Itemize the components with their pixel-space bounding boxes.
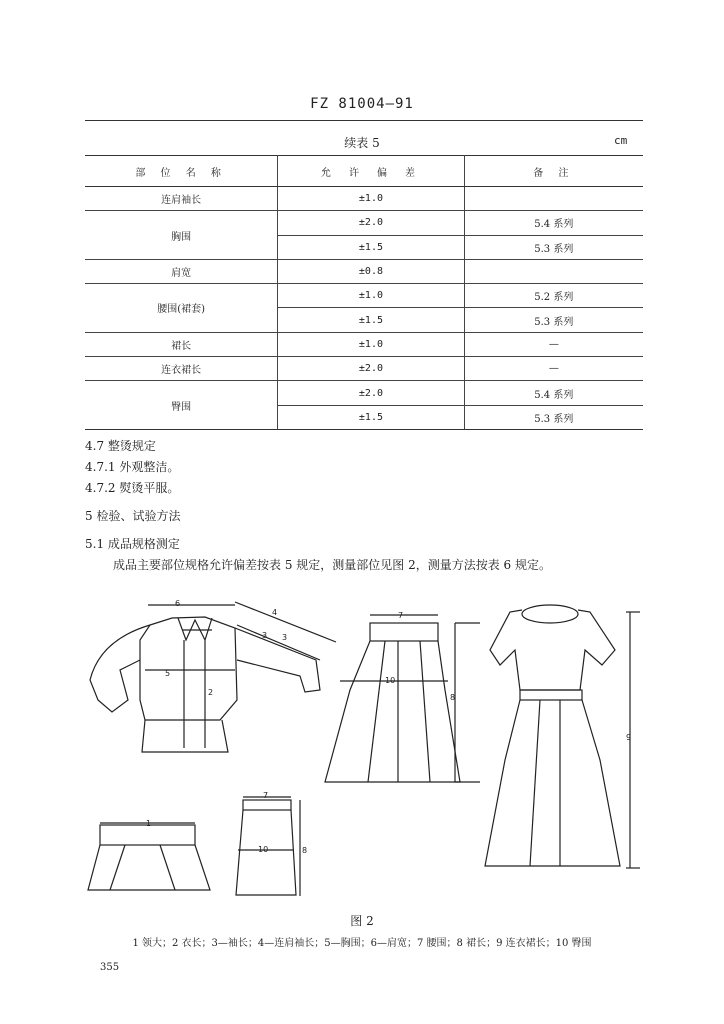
dimension-label-4: 4 — [272, 608, 278, 617]
tolerance-cell: ±1.5 — [278, 405, 464, 429]
part-cell: 裙长 — [85, 332, 278, 356]
figure-caption: 图 2 — [350, 914, 374, 928]
blouse-drawing — [90, 602, 336, 752]
dimension-label-9: 9 — [626, 733, 632, 742]
part-cell: 腰围(裙套) — [85, 284, 278, 333]
section-4-7-1: 4.7.1 外观整洁。 — [85, 460, 180, 474]
figure-legend: 1 领大；2 衣长；3—袖长；4—连肩袖长；5—胸围；6—肩宽；7 腰围；8 裙长；9 连衣裙长；10 臀围 — [132, 938, 592, 949]
section-5-1-paragraph: 成品主要部位规格允许偏差按表 5 规定，测量部位见图 2，测量方法按表 6 规定。 — [113, 558, 551, 572]
column-header-note: 备 注 — [464, 156, 643, 187]
part-cell: 肩宽 — [85, 259, 278, 283]
part-cell: 臀围 — [85, 381, 278, 430]
tolerance-cell: ±1.0 — [278, 284, 464, 308]
note-cell: 5.4 系列 — [464, 211, 643, 235]
tolerance-cell: ±0.8 — [278, 259, 464, 283]
tolerance-cell: ±1.5 — [278, 308, 464, 332]
table-caption: 续表 5 — [344, 136, 380, 150]
note-cell: 5.2 系列 — [464, 284, 643, 308]
dimension-label-6: 6 — [175, 599, 181, 608]
skirt-drawing — [325, 615, 480, 782]
dimension-label-5: 5 — [165, 669, 171, 678]
dimension-label-3b: 3 — [282, 633, 288, 642]
note-cell: 5.4 系列 — [464, 381, 643, 405]
dimension-label-10b: 10 — [258, 845, 269, 854]
note-cell: — — [464, 332, 643, 356]
waistband-detail-drawing — [88, 823, 210, 890]
tolerance-cell: ±2.0 — [278, 357, 464, 381]
note-cell: — — [464, 357, 643, 381]
part-cell: 胸围 — [85, 211, 278, 260]
page-number: 355 — [100, 962, 120, 973]
tolerance-cell: ±2.0 — [278, 381, 464, 405]
dress-drawing — [485, 605, 640, 868]
dimension-label-3: 3 — [262, 631, 268, 640]
dimension-label-10: 10 — [385, 676, 396, 685]
column-header-tolerance: 允 许 偏 差 — [278, 156, 464, 187]
note-cell: 5.3 系列 — [464, 235, 643, 259]
dimension-label-8b: 8 — [302, 846, 308, 855]
section-5-1: 5.1 成品规格测定 — [85, 537, 180, 551]
part-cell: 连衣裙长 — [85, 357, 278, 381]
table-unit: cm — [614, 134, 628, 147]
note-cell: 5.3 系列 — [464, 405, 643, 429]
column-header-part: 部 位 名 称 — [85, 156, 278, 187]
dimension-label-8: 8 — [450, 693, 456, 702]
note-cell: 5.3 系列 — [464, 308, 643, 332]
part-cell: 连肩袖长 — [85, 187, 278, 211]
dimension-label-1: 1 — [146, 819, 152, 828]
tolerance-cell: ±1.5 — [278, 235, 464, 259]
tolerance-cell: ±1.0 — [278, 187, 464, 211]
section-5: 5 检验、试验方法 — [85, 509, 181, 523]
tolerance-cell: ±1.0 — [278, 332, 464, 356]
tolerance-cell: ±2.0 — [278, 211, 464, 235]
section-4-7: 4.7 整烫规定 — [85, 439, 156, 453]
dimension-label-7b: 7 — [263, 791, 269, 800]
document-header: FZ 81004—91 — [310, 96, 414, 112]
section-4-7-2: 4.7.2 熨烫平服。 — [85, 481, 180, 495]
dimension-label-7: 7 — [398, 611, 404, 620]
dimension-label-2: 2 — [208, 688, 214, 697]
